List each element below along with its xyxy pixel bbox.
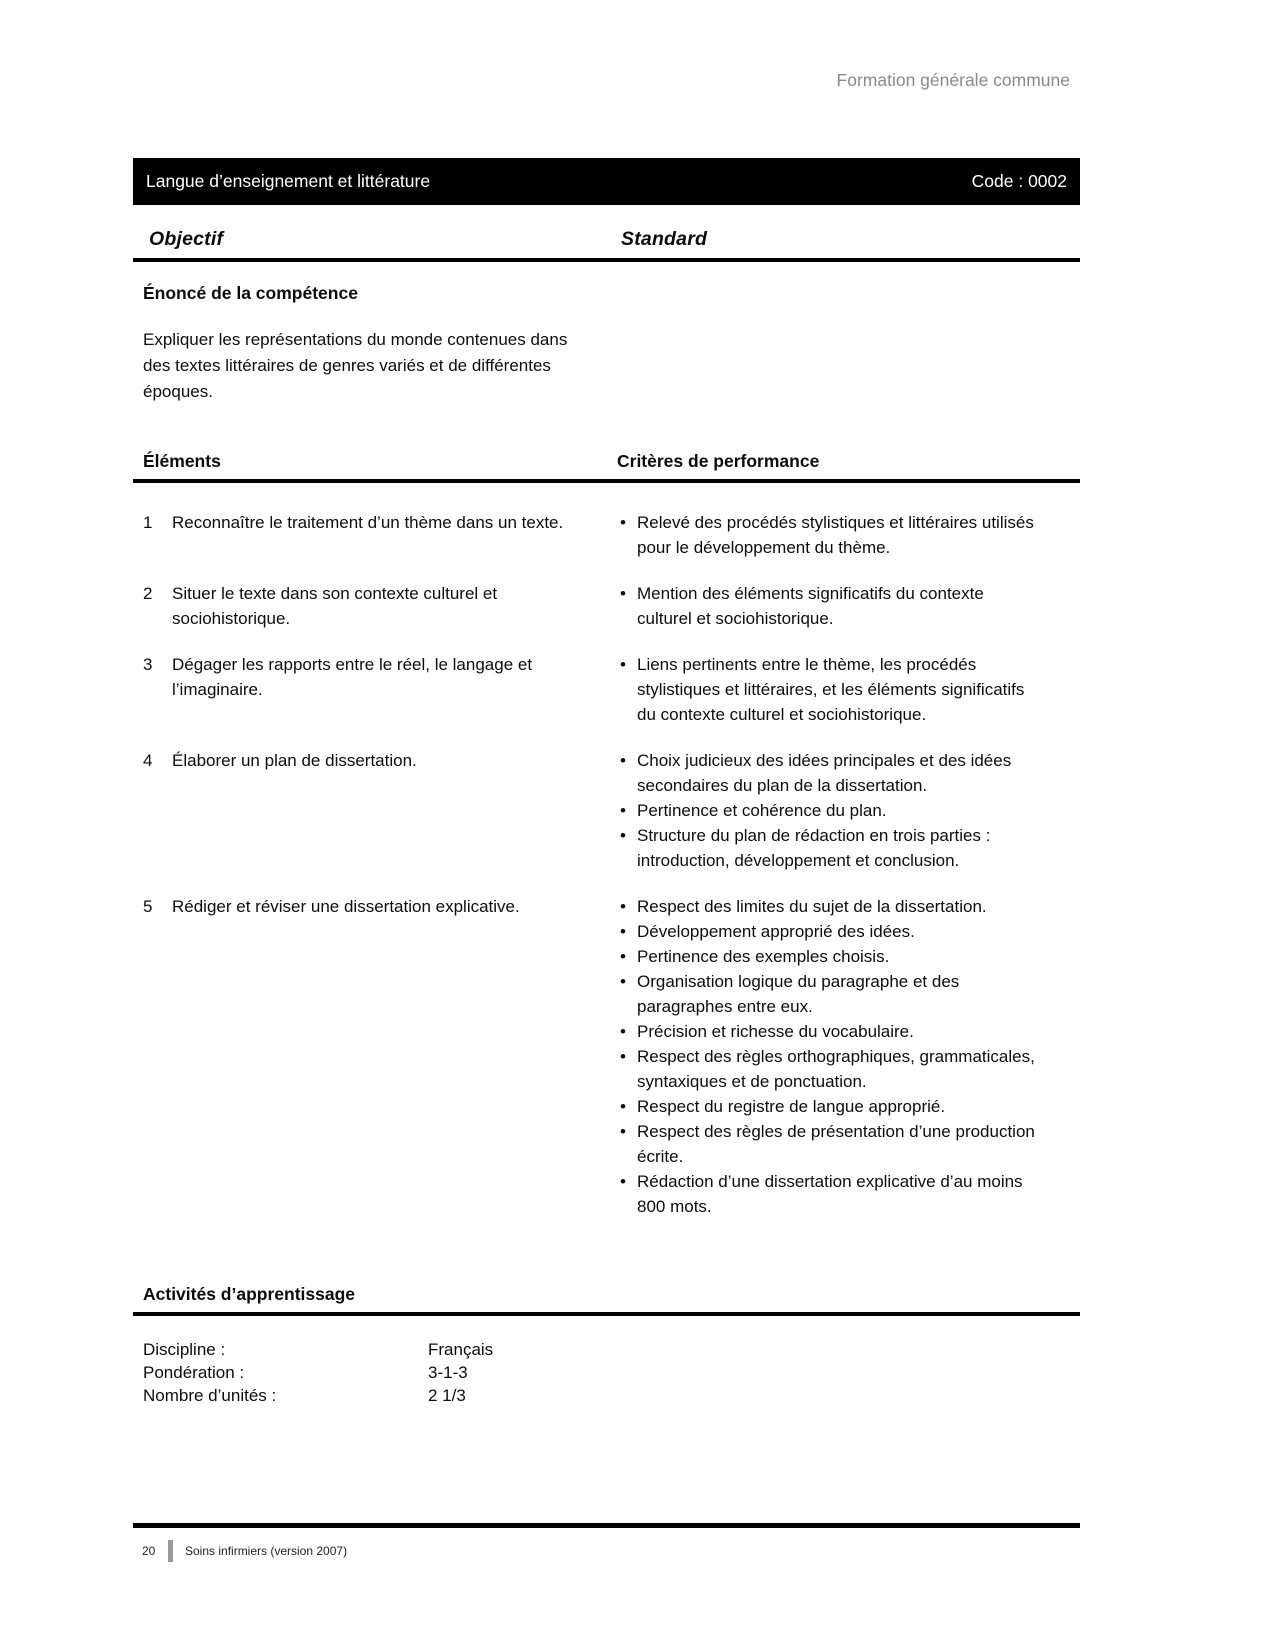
page-number: 20 — [142, 1544, 156, 1558]
criterion-item: • Organisation logique du paragraphe et des paragraphes entre eux. — [617, 969, 1037, 1019]
criteria-cell — [617, 748, 1041, 873]
course-title-bar — [133, 158, 1080, 205]
criterion-item: • Respect des règles de présentation d’une production écrite. — [617, 1119, 1037, 1169]
criterion-item: • Mention des éléments significatifs du contexte culturel et sociohistorique. — [617, 581, 1037, 631]
field-value: Français — [428, 1340, 494, 1359]
activities-heading: Activités d’apprentissage — [133, 1284, 1080, 1316]
elements-criteria-table — [133, 510, 1080, 1240]
criterion-item: • Rédaction d’une dissertation explicative d’au moins 800 mots. — [617, 1169, 1037, 1219]
criteria-cell — [617, 652, 1041, 727]
elements-criteria-header-row — [133, 453, 1080, 483]
criterion-item: • Développement approprié des idées. — [617, 919, 1037, 944]
element-number: 3 — [143, 655, 153, 674]
criteres-heading: Critères de performance — [617, 451, 820, 471]
criterion-item: • Liens pertinents entre le thème, les procédés stylistiques et littéraires, et les éléments significatifs du contexte culturel et sociohistorique. — [617, 652, 1037, 727]
criterion-item: • Précision et richesse du vocabulaire. — [617, 1019, 1037, 1044]
elements-heading: Éléments — [143, 451, 221, 471]
running-header: Formation générale commune — [836, 70, 1070, 90]
footer-rule — [133, 1523, 1080, 1528]
criterion-item: • Respect du registre de langue approprié. — [617, 1094, 1037, 1119]
field-label: Nombre d’unités : — [143, 1386, 277, 1405]
field-row-unites — [143, 1384, 493, 1407]
field-label: Discipline : — [143, 1340, 226, 1359]
element-text: Dégager les rapports entre le réel, le langage et l’imaginaire. — [172, 655, 533, 699]
criteria-cell — [617, 581, 1041, 631]
table-row — [133, 894, 1080, 1219]
activities-fields — [143, 1338, 493, 1407]
criteria-cell — [617, 894, 1041, 1219]
competence-statement: Expliquer les représentations du monde contenues dans des textes littéraires de genres variés et de différentes époques. — [143, 330, 568, 401]
course-title: Langue d’enseignement et littérature — [146, 171, 431, 191]
criterion-item: • Choix judicieux des idées principales et des idées secondaires du plan de la dissertation. — [617, 748, 1037, 798]
element-text: Rédiger et réviser une dissertation explicative. — [172, 897, 520, 916]
field-row-ponderation — [143, 1361, 493, 1384]
element-number: 5 — [143, 897, 153, 916]
element-text: Élaborer un plan de dissertation. — [172, 751, 417, 770]
criterion-item: • Respect des limites du sujet de la dissertation. — [617, 894, 1037, 919]
course-code: Code : 0002 — [971, 171, 1067, 191]
field-label: Pondération : — [143, 1363, 245, 1382]
field-row-discipline — [143, 1338, 493, 1361]
element-text: Situer le texte dans son contexte culturel et sociohistorique. — [172, 584, 498, 628]
element-cell — [133, 510, 617, 560]
competence-heading: Énoncé de la compétence — [143, 283, 358, 303]
element-number: 4 — [143, 751, 153, 770]
criteria-cell — [617, 510, 1041, 560]
field-value: 3-1-3 — [428, 1363, 468, 1382]
element-number: 2 — [143, 584, 153, 603]
element-number: 1 — [143, 513, 153, 532]
criterion-item: • Pertinence des exemples choisis. — [617, 944, 1037, 969]
criterion-item: • Pertinence et cohérence du plan. — [617, 798, 1037, 823]
criterion-item: • Relevé des procédés stylistiques et littéraires utilisés pour le développement du thème. — [617, 510, 1037, 560]
objectif-heading: Objectif — [149, 228, 224, 250]
element-cell — [133, 894, 617, 1219]
table-row — [133, 510, 1080, 560]
criterion-item: • Respect des règles orthographiques, grammaticales, syntaxiques et de ponctuation. — [617, 1044, 1037, 1094]
table-row — [133, 652, 1080, 727]
footer-text: Soins infirmiers (version 2007) — [185, 1544, 348, 1558]
field-value: 2 1/3 — [428, 1386, 466, 1405]
table-row — [133, 581, 1080, 631]
element-cell — [133, 652, 617, 727]
objectif-standard-header-row — [133, 224, 1080, 262]
element-text: Reconnaître le traitement d’un thème dans un texte. — [172, 513, 564, 532]
table-row — [133, 748, 1080, 873]
page-footer — [142, 1540, 347, 1562]
element-cell — [133, 748, 617, 873]
footer-divider — [168, 1540, 173, 1562]
element-cell — [133, 581, 617, 631]
standard-heading: Standard — [621, 228, 708, 250]
criterion-item: • Structure du plan de rédaction en trois parties : introduction, développement et conclusion. — [617, 823, 1037, 873]
